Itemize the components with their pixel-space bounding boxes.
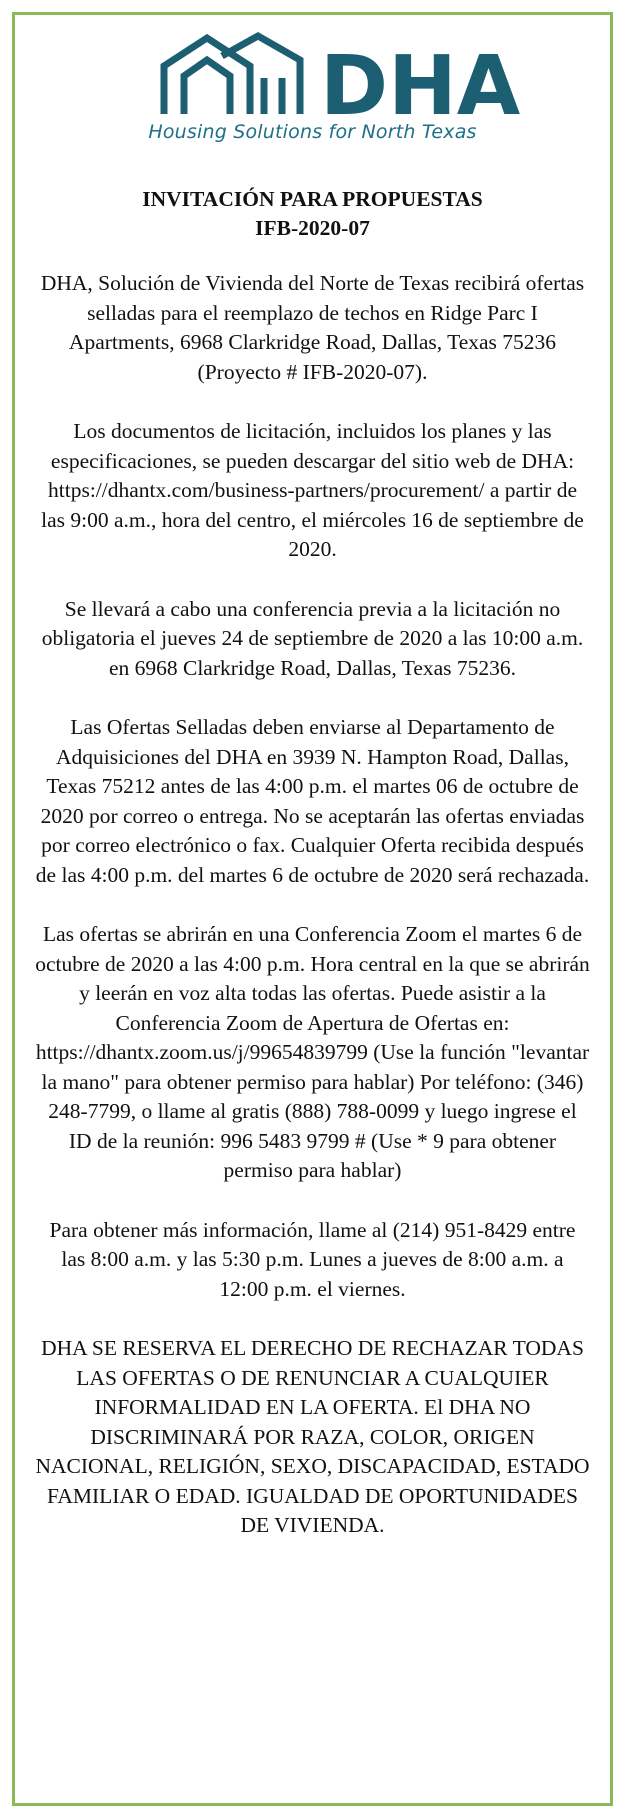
paragraph-contact: Para obtener más información, llame al (214) 951-8429 entre las 8:00 a.m. y las 5:30 p.m. Lunes a jueves de 8:00 a.m. a 12:00 p.m. el viernes. (49, 1217, 576, 1301)
notice-title (35, 185, 590, 243)
notice-border (12, 12, 613, 1806)
paragraph-pre-bid-conference: Se llevará a cabo una conferencia previa a la licitación no obligatoria el jueves 24 de septiembre de 2020 a las 10:00 a.m. en 6968 Clarkridge Road, Dallas, Texas 75236. (41, 596, 584, 680)
logo-text: DHA (320, 39, 521, 134)
paragraph-documents: Los documentos de licitación, incluidos los planes y las especificaciones, se pueden descargar del sitio web de DHA: https://dhantx.com/business-partners/procurement/ a partir de las 9:00 a.m., hora del centro, el miércoles 16 de septiembre de 2020. (41, 419, 584, 561)
paragraph-submission: Las Ofertas Selladas deben enviarse al Departamento de Adquisiciones del DHA en 3939 N. Hampton Road, Dallas, Texas 75212 antes de las 4:00 p.m. el martes 06 de octubre de 2020 por correo o entrega. No se aceptarán las ofertas enviadas por correo electrónico o fax. Cualquier Oferta recibida después de las 4:00 p.m. del martes 6 de octubre de 2020 será rechazada. (35, 715, 590, 887)
logo-tagline: Housing Solutions for North Texas (148, 121, 477, 143)
paragraph-reservation: DHA SE RESERVA EL DERECHO DE RECHAZAR TODAS LAS OFERTAS O DE RENUNCIAR A CUALQUIER INFORMALIDAD EN LA OFERTA. El DHA NO DISCRIMINARÁ POR RAZA, COLOR, ORIGEN NACIONAL, RELIGIÓN, SEXO, DISCAPACIDAD, ESTADO FAMILIAR O EDAD. IGUALDAD DE OPORTUNIDADES DE VIVIENDA. (35, 1336, 590, 1537)
paragraph-bid-intro: DHA, Solución de Vivienda del Norte de Texas recibirá ofertas selladas para el reemplazo de techos en Ridge Parc I Apartments, 6968 Clarkridge Road, Dallas, Texas 75236 (Proyecto # IFB-2020-07). (40, 271, 585, 384)
notice-body (35, 185, 590, 1541)
title-line-1: INVITACIÓN PARA PROPUESTAS (142, 187, 483, 211)
title-line-2: IFB-2020-07 (255, 216, 370, 240)
paragraph-zoom-opening: Las ofertas se abrirán en una Conferencia Zoom el martes 6 de octubre de 2020 a las 4:00 p.m. Hora central en la que se abrirán y leerán en voz alta todas las ofertas. Puede asistir a la Conferencia Zoom de Apertura de Ofertas en: https://dhantx.zoom.us/j/99654839799 (Use la función "levantar la mano" para obtener permiso para hablar) Por teléfono: (346) 248-7799, o llame al gratis (888) 788-0099 y luego ingrese el ID de la reunión: 996 5483 9799 # (Use * 9 para obtener permiso para hablar) (35, 922, 590, 1182)
